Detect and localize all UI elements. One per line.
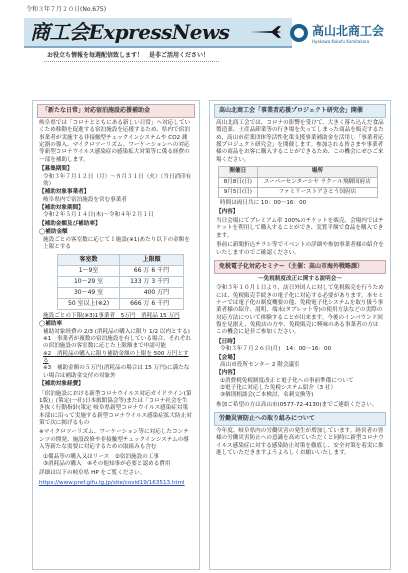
rates-cell: 66 万 6 千円 (120, 266, 184, 277)
time-text: 時間は両日共に 10：00〜16：00 (220, 200, 307, 207)
amount-heading: 【補助金額及び補助率】 (39, 220, 101, 227)
period-text: 令和３年７月１２日（月）〜８月３１日（火）（当日消印有効） (43, 173, 192, 187)
seminar-subheading: 〜免税制度改正に関する説明会〜 (258, 275, 342, 282)
amount-subheading: ◯補助金額 (39, 229, 68, 236)
rates-cell: 30〜49 室 (58, 288, 120, 299)
rates-cell: 133 万 3 千円 (120, 277, 184, 288)
rates-cell: 400 万円 (120, 288, 184, 299)
schedule-table (218, 166, 378, 198)
airplane-icon (250, 25, 282, 39)
logo-mark-icon (290, 24, 308, 42)
table-row (58, 266, 184, 277)
project-heading: 高山北商工会「事業者応援プロジェクト研究会」開催 (214, 104, 386, 118)
hotel-subsidy-intro: 岐阜県では「コロナとともにある新しい日常」へ対応していくため移動を促進する宿泊施設を応援するため、県内で宿泊事業者が実施する非接触型チェックインシステムや CO2 測定器の導入、マイクロツーリズム、ワーケーションへの対応等新型コロナウイルス感染症の感染拡大対策等に係る経費の一部を補助します。 (39, 119, 191, 163)
amount-text: 施設ごとの客室数に応じて１施設(※1)あたり以下の金額を上限とする (43, 236, 190, 250)
rates-cell: 666 万 6 千円 (120, 298, 184, 309)
hotel-subsidy-heading: 「新たな日常」対応宿泊施設応援補助金 (37, 104, 195, 118)
safety-text: 今年度、岐阜県内の労働災害の発生が増加しています。経営者の皆様の労働災害防止への意識を高めていただくと同時に新型コロナウイルス感染症に対する感染防止対策を徹底し、安全対策を着実に推進していただきますようよろしくお願いいたします。 (216, 428, 384, 457)
rates-header-limit: 上限額 (120, 255, 184, 266)
schedule-cell: ファミリーストアさとう国府店 (257, 187, 377, 197)
date-heading: 【日時】 (216, 338, 239, 345)
table-row (58, 298, 184, 309)
schedule-header-place: 場所 (257, 167, 377, 177)
content-heading: 【内容】 (216, 208, 239, 215)
venue-text: 高山市役所センター 2 階会議室 (220, 361, 300, 368)
seminar-content-item: ②電子化に対応した免税システム紹介（3 社） (220, 385, 337, 392)
logo-subtitle: Hyakawa Kokufu Kamitakara (312, 39, 370, 44)
schedule-header-date: 開催日 (219, 167, 258, 177)
target-text: 岐阜県内で宿泊施設を営む事業者 (43, 196, 127, 203)
note-1: ※1 事業者が複数の宿泊施設を有している場合、それぞれの宿泊施設の客室数に応じた上限額まで申請可能 (43, 335, 192, 350)
rate-text: 補助対象経費の 2/3 (消耗品の購入に限り 1/2 以内とする) (43, 328, 190, 335)
expense-item: ①備品等の購入又はリース ②宿泊施設の工事 (43, 453, 160, 460)
date-text: 令和３年７月２６日(月) 14：00〜16：00 (220, 346, 332, 353)
expense-text-2: ※マイクロツーリズム、ワーケーション等に対応したコンテンツの開発、施設改修や非接触型チェックインシステムの導入等新たな需要に対応するための取組みも含む (39, 429, 189, 451)
target-heading: 【補助対象事業者】 (39, 189, 90, 196)
expense-heading: 【補助対象経費】 (39, 381, 84, 388)
period-heading: 【募集期間】 (39, 166, 73, 173)
minimum-note: 施設ごとの下限(※3)1事業者 5万円 消耗品 15 万円 (43, 312, 180, 319)
content-text: 当日会場にてプレミアム率 100%のチケットを販売、会場内ではチケットを利用して購入することができ、実質半額で食品を購入できます。 (216, 218, 384, 239)
left-column (32, 100, 200, 570)
seminar-text: 令和３年１０月１日より、訪日外国人に対して免税販売を行うためには、免税販売手続きの電子化に対応する必要があります。本セミナーでは電子化の制度概要の他、免税電子化システムを取り扱う事業者様の紹介、説明、端末(タブレット等)の使用方法などの実際の対応方法について体験することが出来ます。今後のインバウンド回復を見据え、免税店の方や、免税販売に興味のある事業者の方はこの機会に是非ご参加ください。 (216, 285, 384, 336)
rates-header-rooms: 客室数 (58, 255, 120, 266)
right-column (209, 100, 391, 570)
venue-heading: 【会場】 (216, 354, 239, 361)
seminar-heading: 免税電子化対応セミナー（主催：高山市海外戦略課） (214, 260, 386, 274)
term-heading: 【補助対象期間】 (39, 205, 84, 212)
schedule-cell: 9月5日(日) (219, 187, 258, 197)
project-intro: 高山北商工会では、コロナの影響を受けて、大きく落ち込んだ食品製造業、土産品卸業等の行き場を失ってしまった商品を販売するため、高山市産業団体等活性化策支援事業補助金を活用し「事業者応援プロジェクト研究会」を開催します。参加される皆さまや事業者様の商品をお客に購入することができるため、この機会にぜひご来場ください。 (216, 119, 384, 163)
table-row (58, 277, 184, 288)
seminar-content-item: ①消費税免税制度改正と電子化への事前準備について (220, 377, 354, 384)
expense-item: ③消耗品の購入 ④その他知事が必要と認める費用 (43, 460, 171, 467)
table-row (219, 187, 378, 197)
logo-text: 高山北商工会 (312, 24, 385, 38)
table-row (219, 177, 378, 187)
note-2: ※2 消耗品の購入に限り補助金額の上限を 500 万円とする (43, 350, 189, 365)
schedule-cell: スーパーセンターシヤ ラクール飛騨国府店 (257, 177, 377, 187)
project-note: 事前に新聞折込チラシ等でイベントの詳細や参加事業者様の紹介をいたしますのでご確認ください。 (216, 242, 384, 256)
expense-text: 「宿泊施設における新型コロナウイルス対応ガイドライン(第1版)」(策定(一社)日本旅館協会等)または「コロナ社会を生き抜く行動指針(策定 岐阜県新型コロナウイルス感染症対策本部)に沿って実施する新型コロナウイルス感染症拡大防止対策で次に掲げるもの (39, 390, 192, 427)
note-3: ※3 補助金額の５万円(消耗品の場合は 15 万円)に満たない場合は補助金交付の対象外 (43, 365, 190, 379)
rate-subheading: ◯補助率 (39, 321, 63, 328)
rates-cell: 10〜29 室 (58, 277, 120, 288)
safety-heading: 労働災害防止への取り組みについて (214, 412, 386, 426)
seminar-content-heading: 【内容】 (216, 370, 239, 377)
term-text: 令和２年５月１４日(木)〜令和４年２月１日 (43, 212, 154, 219)
detail-text: 詳細は以下の岐阜県 HP をご覧ください。 (39, 470, 146, 477)
tagline: お役立ち情報を毎週配信致します！ 是非ご活用ください！ (44, 51, 219, 62)
schedule-cell: 8月8日(日) (219, 177, 258, 187)
rates-cell: 50 室以上(※2) (58, 298, 120, 309)
rates-table (57, 254, 184, 310)
seminar-content-item: ③個別相談会(ご本検討、名刺交換等) (220, 392, 314, 399)
table-row (58, 288, 184, 299)
issue-number: 令和３年７月２０日(No.675) (26, 6, 107, 13)
rates-cell: 1〜9室 (58, 266, 120, 277)
prefecture-link[interactable]: https://www.pref.gifu.lg.jp/site/covid19/163513.html (39, 479, 185, 486)
newsletter-title: 商工会ExpressNews (30, 20, 230, 44)
contact-text: 参加ご希望の方は高山市(0577-72-4130)までご連絡ください。 (216, 401, 378, 408)
newsletter-page (10, 4, 398, 569)
